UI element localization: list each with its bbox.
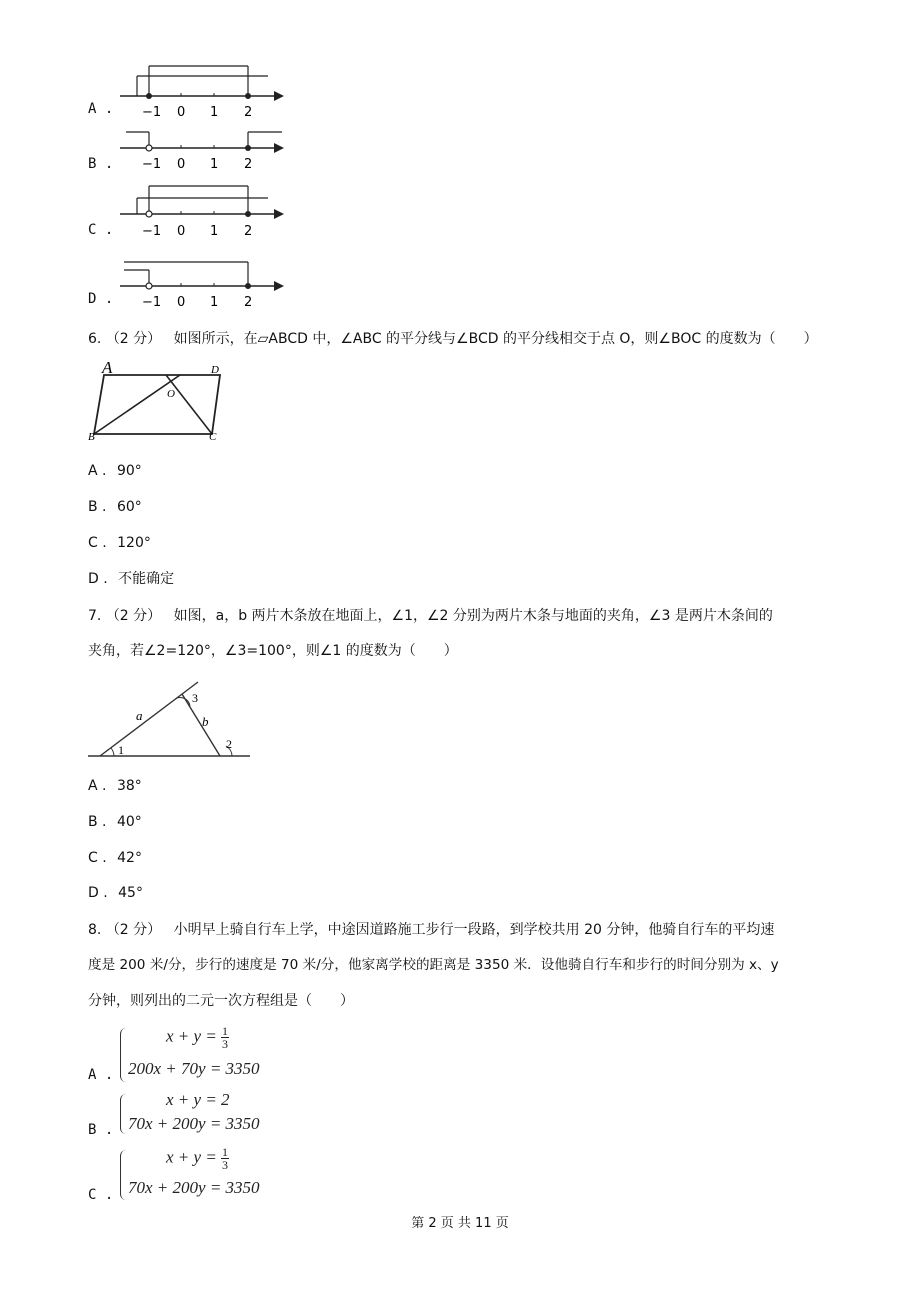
option-label: A . <box>88 463 107 479</box>
option-text: 40° <box>116 814 142 830</box>
fraction <box>221 1025 229 1050</box>
vertex-c-label: C <box>209 431 217 443</box>
vertex-d-label: D <box>211 364 219 376</box>
q6-score: （2 分） <box>105 331 162 347</box>
equation-2: 70x + 200y = 3350 <box>128 1178 260 1197</box>
q5-option-a-number-line[interactable] <box>118 58 288 122</box>
q5-option-d-label[interactable]: D . <box>88 291 114 307</box>
q8-score: （2 分） <box>105 922 162 938</box>
option-label: B . <box>88 499 107 515</box>
option-label: C . <box>88 535 107 551</box>
strip-b-label: b <box>202 714 209 729</box>
tick-label: 2 <box>244 105 253 120</box>
option-label: A . <box>88 778 107 794</box>
q5-option-c-label[interactable]: C . <box>88 222 114 238</box>
option-label: C . <box>88 1187 114 1203</box>
option-text: 120° <box>117 535 151 551</box>
tick-label: −1 <box>142 105 162 120</box>
q6-option-b[interactable] <box>88 490 142 524</box>
q7-option-b[interactable] <box>88 805 142 839</box>
option-text: 38° <box>116 778 142 794</box>
vertex-b-label: B <box>88 431 95 443</box>
point-o-label: O <box>167 388 175 400</box>
q7-number: 7. <box>88 608 102 624</box>
q6-stem: 如图所示，在▱ABCD 中，∠ABC 的平分线与∠BCD 的平分线相交于点 O，则∠BOC 的度数为（ ） <box>173 331 818 347</box>
q7-stem-1: 如图，a，b 两片木条放在地面上，∠1，∠2 分别为两片木条与地面的夹角，∠3 是两片木条间的 <box>173 608 773 624</box>
page-footer: 第 2 页 共 11 页 <box>411 1216 509 1231</box>
q6-option-c[interactable] <box>88 526 151 560</box>
q8-stem-line-2: 度是 200 米/分，步行的速度是 70 米/分，他家离学校的距离是 3350 米．设他骑自行车和步行的时间分别为 x、y <box>88 957 779 973</box>
q6-number: 6. <box>88 331 102 347</box>
strip-a-label: a <box>136 708 143 723</box>
option-text: 42° <box>117 850 142 866</box>
tick-label: 1 <box>210 157 219 172</box>
equation-brace <box>120 1028 127 1082</box>
tick-label: 2 <box>244 295 253 310</box>
q6-stem-line <box>88 322 818 356</box>
tick-label: 1 <box>210 105 219 120</box>
angle-1-label: 1 <box>118 743 124 757</box>
q8-number: 8. <box>88 922 102 938</box>
tick-label: 0 <box>177 295 186 310</box>
q7-stem-line-1 <box>88 599 773 633</box>
option-label: A . <box>88 1067 114 1083</box>
equation-brace <box>120 1150 127 1200</box>
option-label: C . <box>88 850 107 866</box>
tick-label: 1 <box>210 224 219 239</box>
q7-option-c[interactable] <box>88 841 142 875</box>
q7-wood-strips-figure <box>86 676 256 762</box>
option-label: D . <box>88 571 108 587</box>
option-label: D . <box>88 885 108 901</box>
tick-label: 0 <box>177 157 186 172</box>
option-label: B . <box>88 814 107 830</box>
equation-1: x + y = 2 <box>166 1090 230 1109</box>
q5-option-c-number-line[interactable] <box>118 180 288 242</box>
tick-label: 1 <box>210 295 219 310</box>
q5-option-b-label[interactable]: B . <box>88 156 114 172</box>
q5-option-a-label[interactable]: A . <box>88 101 114 117</box>
tick-label: 0 <box>177 105 186 120</box>
tick-label: −1 <box>142 157 162 172</box>
equation-lhs: x + y = <box>166 1026 217 1046</box>
tick-label: 2 <box>244 157 253 172</box>
q7-option-a[interactable] <box>88 769 142 803</box>
q5-option-b-number-line[interactable] <box>118 126 288 174</box>
q7-option-d[interactable] <box>88 876 143 910</box>
option-text: 不能确定 <box>118 571 175 587</box>
q8-stem-1: 小明早上骑自行车上学，中途因道路施工步行一段路，到学校共用 20 分钟，他骑自行车的平均速 <box>173 922 775 938</box>
angle-3-label: 3 <box>192 691 198 705</box>
equation-1 <box>166 1146 229 1171</box>
q5-option-d-number-line[interactable] <box>118 256 288 312</box>
fraction-numerator: 1 <box>222 1024 229 1038</box>
equation-brace <box>120 1094 127 1134</box>
tick-label: −1 <box>142 295 162 310</box>
tick-label: 2 <box>244 224 253 239</box>
equation-lhs: x + y = <box>166 1147 217 1167</box>
equation-1 <box>166 1025 229 1050</box>
option-text: 45° <box>118 885 143 901</box>
option-label: B . <box>88 1122 114 1138</box>
fraction-denominator: 3 <box>222 1037 229 1051</box>
equation-2: 200x + 70y = 3350 <box>128 1059 260 1078</box>
q7-score: （2 分） <box>105 608 162 624</box>
q6-option-a[interactable] <box>88 454 142 488</box>
option-text: 60° <box>116 499 142 515</box>
fraction-numerator: 1 <box>222 1145 229 1159</box>
q6-option-d[interactable] <box>88 562 174 596</box>
q8-stem-line-3: 分钟，则列出的二元一次方程组是（ ） <box>88 993 354 1009</box>
q8-stem-line-1 <box>88 913 774 947</box>
option-text: 90° <box>116 463 142 479</box>
vertex-a-label: A <box>102 362 113 377</box>
angle-2-label: 2 <box>226 737 232 751</box>
fraction-denominator: 3 <box>222 1158 229 1172</box>
tick-label: 0 <box>177 224 186 239</box>
fraction <box>221 1146 229 1171</box>
equation-2: 70x + 200y = 3350 <box>128 1114 260 1133</box>
q6-parallelogram-figure <box>88 362 238 446</box>
q7-stem-line-2: 夹角，若∠2=120°，∠3=100°，则∠1 的度数为（ ） <box>88 643 458 659</box>
tick-label: −1 <box>142 224 162 239</box>
